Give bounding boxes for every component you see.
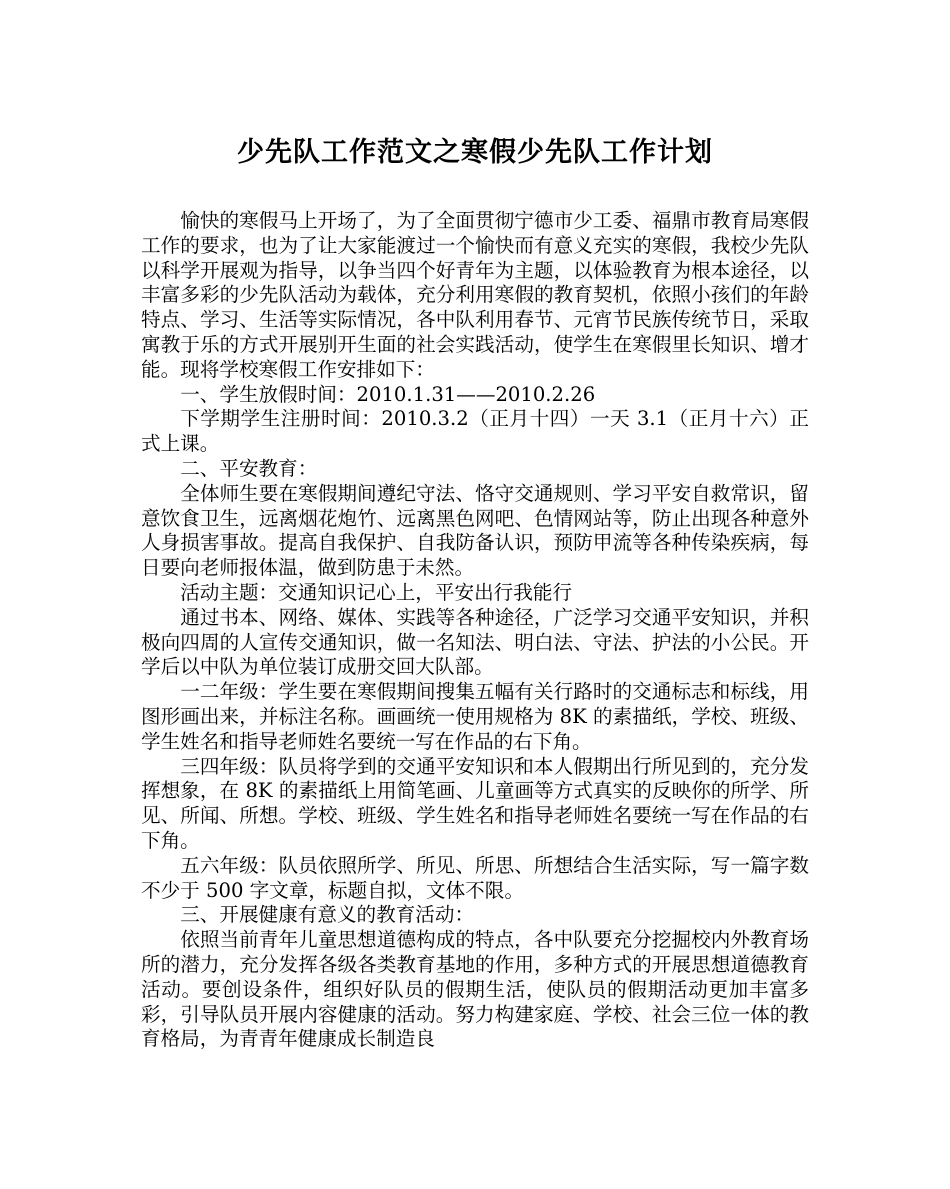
paragraph-safety: 全体师生要在寒假期间遵纪守法、恪守交通规则、学习平安自救常识，留意饮食卫生，远离烟花炮竹、远离黑色网吧、色情网站等，防止出现各种意外人身损害事故。提高自我保护、自我防备认识，预防甲流等各种传染疾病，每日要向老师报体温，做到防患于未然。 [141,481,809,580]
paragraph-registration-time: 下学期学生注册时间：2010.3.2（正月十四）一天 3.1（正月十六）正式上课。 [141,407,809,456]
paragraph-intro: 愉快的寒假马上开场了，为了全面贯彻宁德市少工委、福鼎市教育局寒假工作的要求，也为了让大家能渡过一个愉快而有意义充实的寒假，我校少先队以科学开展观为指导，以争当四个好青年为主题，以体验教育为根本途径，以丰富多彩的少先队活动为载体，充分利用寒假的教育契机，依照小孩们的年龄特点、学习、生活等实际情况，各中队利用春节、元宵节民族传统节日，采取寓教于乐的方式开展别开生面的社会实践活动，使学生在寒假里长知识、增才能。现将学校寒假工作安排如下： [141,209,809,381]
paragraph-grade-1-2: 一二年级：学生要在寒假期间搜集五幅有关行路时的交通标志和标线，用图形画出来，并标注名称。画画统一使用规格为 8K 的素描纸，学校、班级、学生姓名和指导老师姓名要统一写在作品的右下角。 [141,680,809,753]
paragraph-traffic-knowledge: 通过书本、网络、媒体、实践等各种途径，广泛学习交通平安知识，并积极向四周的人宣传交通知识，做一名知法、明白法、守法、护法的小公民。开学后以中队为单位装订成册交回大队部。 [141,605,809,679]
paragraph-vacation-time: 一、学生放假时间：2010.1.31——2010.2.26 [180,382,596,406]
paragraph-grade-5-6: 五六年级：队员依照所学、所见、所思、所想结合生活实际，写一篇字数不少于 500 字文章，标题自拟，文体不限。 [141,853,809,902]
section-heading-education: 三、开展健康有意义的教育活动： [180,903,475,927]
document-title: 少先队工作范文之寒假少先队工作计划 [237,137,713,168]
document-body [141,209,809,1052]
paragraph-activity-theme: 活动主题：交通知识记心上，平安出行我能行 [180,580,573,604]
section-heading-safety: 二、平安教育： [180,456,318,480]
paragraph-education: 依照当前青年儿童思想道德构成的特点，各中队要充分挖掘校内外教育场所的潜力，充分发挥各级各类教育基地的作用，多种方式的开展思想道德教育活动。要创设条件，组织好队员的假期生活，使队员的假期活动更加丰富多彩，引导队员开展内容健康的活动。努力构建家庭、学校、社会三位一体的教育格局，为青青年健康成长制造良 [141,928,809,1051]
paragraph-grade-3-4: 三四年级：队员将学到的交通平安知识和本人假期出行所见到的，充分发挥想象，在 8K 的素描纸上用简笔画、儿童画等方式真实的反映你的所学、所见、所闻、所想。学校、班级、学生姓名和指导老师姓名要统一写在作品的右下角。 [141,754,809,852]
